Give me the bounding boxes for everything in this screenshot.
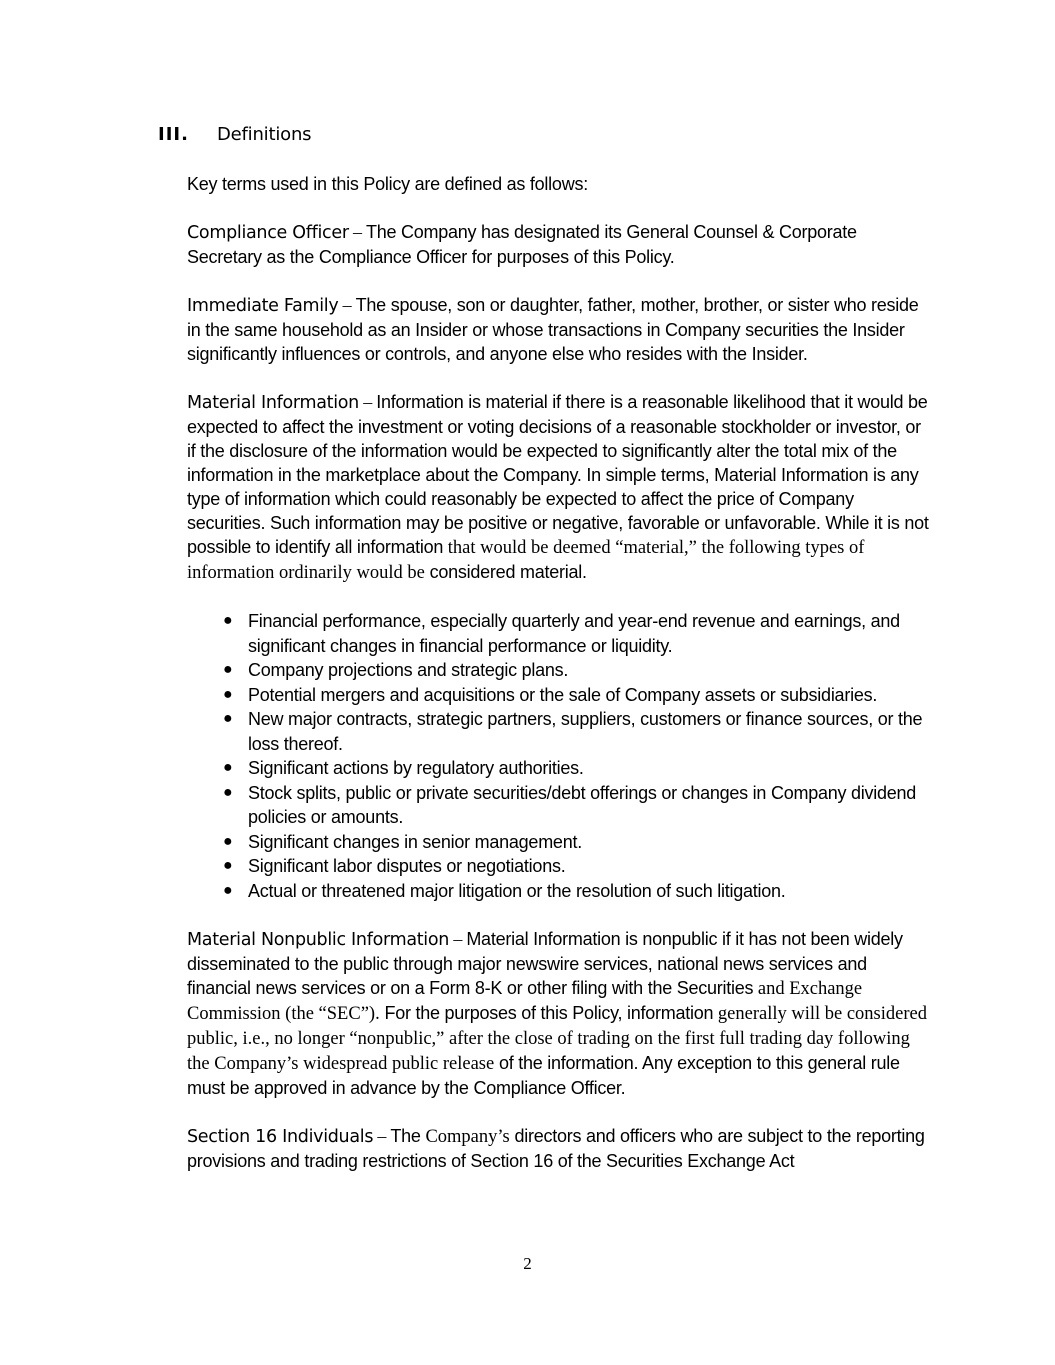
- bullet-icon: ●: [223, 832, 233, 850]
- term-dash: –: [358, 392, 377, 412]
- term-immediate-family: Immediate Family: [187, 296, 339, 316]
- list-item-text: Significant changes in senior management.: [248, 831, 582, 852]
- list-item-text: Financial performance, especially quarterly and year-end revenue and earnings, and significant changes in financial performance or liquidity.: [248, 611, 900, 656]
- term-material-nonpublic-information: Material Nonpublic Information: [187, 930, 450, 950]
- section-title: Definitions: [217, 124, 312, 145]
- list-item: [187, 756, 932, 781]
- list-item: [187, 879, 932, 904]
- list-item: [187, 854, 932, 879]
- definition-material-information: [187, 390, 932, 585]
- section-number: III.: [158, 124, 189, 145]
- bullet-icon: ●: [223, 612, 233, 629]
- intro-paragraph: Key terms used in this Policy are defined as follows:: [187, 174, 588, 194]
- list-item: [187, 707, 932, 756]
- definition-text-serif: and Exchange Commission (the “SEC”).: [187, 979, 863, 1024]
- list-item-text: New major contracts, strategic partners, suppliers, customers or finance sources, or the loss thereof.: [248, 709, 923, 754]
- list-item-text: Stock splits, public or private securities/debt offerings or changes in Company dividend policies or amounts.: [248, 782, 917, 827]
- list-item-text: Company projections and strategic plans.: [248, 660, 569, 680]
- definition-text: The spouse, son or daughter, father, mother, brother, or sister who reside in the same household as an Insider or whose transactions in Company securities the Insider significantly influences or controls, and anyone else who resides with the Insider.: [187, 295, 919, 364]
- definition-text-serif: Company’s: [425, 1127, 510, 1147]
- section-heading: [158, 124, 311, 145]
- term-dash: –: [348, 222, 366, 242]
- list-item: [187, 609, 932, 658]
- term-compliance-officer: Compliance Officer: [187, 223, 349, 243]
- bullet-icon: ●: [223, 661, 233, 678]
- term-dash: –: [373, 1126, 391, 1146]
- bullet-icon: ●: [223, 857, 233, 874]
- definition-text: of the information. Any exception to this general rule must be approved in advance by the Compliance Officer.: [187, 1053, 900, 1098]
- bullet-icon: ●: [223, 685, 233, 703]
- definition-text-serif: that would be deemed “material,” the following types of information ordinarily would be: [187, 538, 865, 583]
- definition-text: Material Information is nonpublic if it has not been widely disseminated to the public through major newswire services, national news services and financial news services or on a Form 8-K or other filing with the Securities: [187, 929, 903, 998]
- material-information-list: [187, 609, 932, 903]
- bullet-icon: ●: [223, 759, 233, 776]
- list-item-text: Significant labor disputes or negotiations.: [248, 856, 566, 876]
- body-text: [187, 172, 932, 1197]
- term-dash: –: [338, 295, 356, 315]
- bullet-icon: ●: [223, 783, 233, 801]
- term-section-16-individuals: Section 16 Individuals: [187, 1127, 374, 1147]
- definition-text: Information is material if there is a reasonable likelihood that it would be expected to affect the investment or voting decisions of a reasonable stockholder or investor, or if the disclosure of the information would be expected to significantly alter the total mix of the information in the marketplace about the Company. In simple terms, Material Information is any type of information which could reasonably be expected to affect the price of Company securities. Such information may be positive or negative, favorable or unfavorable. While it is not possible to identify all information: [187, 392, 929, 557]
- term-dash: –: [449, 929, 467, 949]
- list-item: [187, 683, 932, 708]
- definition-text: For the purposes of this Policy, information: [379, 1003, 714, 1023]
- list-item-text: Significant actions by regulatory authorities.: [248, 758, 584, 778]
- definition-text: directors and officers who are subject to the reporting provisions and trading restrictions of Section 16 of the Securities Exchange Act: [187, 1126, 925, 1171]
- definition-text-serif: generally will be considered public, i.e., no longer “nonpublic,” after the close of trading on the first full trading day following the Company’s widespread public release: [187, 1004, 927, 1074]
- list-item: [187, 658, 932, 683]
- definition-immediate-family: [187, 293, 932, 366]
- list-item: [187, 830, 932, 855]
- list-item-text: Potential mergers and acquisitions or the sale of Company assets or subsidiaries.: [248, 684, 878, 705]
- definition-text: The: [390, 1126, 426, 1146]
- page-number: 2: [523, 1254, 532, 1273]
- term-material-information: Material Information: [187, 393, 359, 413]
- definition-text: considered material.: [424, 562, 587, 582]
- bullet-icon: ●: [223, 881, 233, 899]
- definition-compliance-officer: [187, 220, 932, 269]
- list-item: [187, 781, 932, 830]
- definition-material-nonpublic: [187, 927, 932, 1100]
- bullet-icon: ●: [223, 710, 233, 727]
- list-item-text: Actual or threatened major litigation or the resolution of such litigation.: [248, 880, 786, 901]
- definition-text: The Company has designated its General Counsel & Corporate Secretary as the Compliance Officer for purposes of this Policy.: [187, 222, 857, 267]
- definition-section-16: [187, 1124, 932, 1173]
